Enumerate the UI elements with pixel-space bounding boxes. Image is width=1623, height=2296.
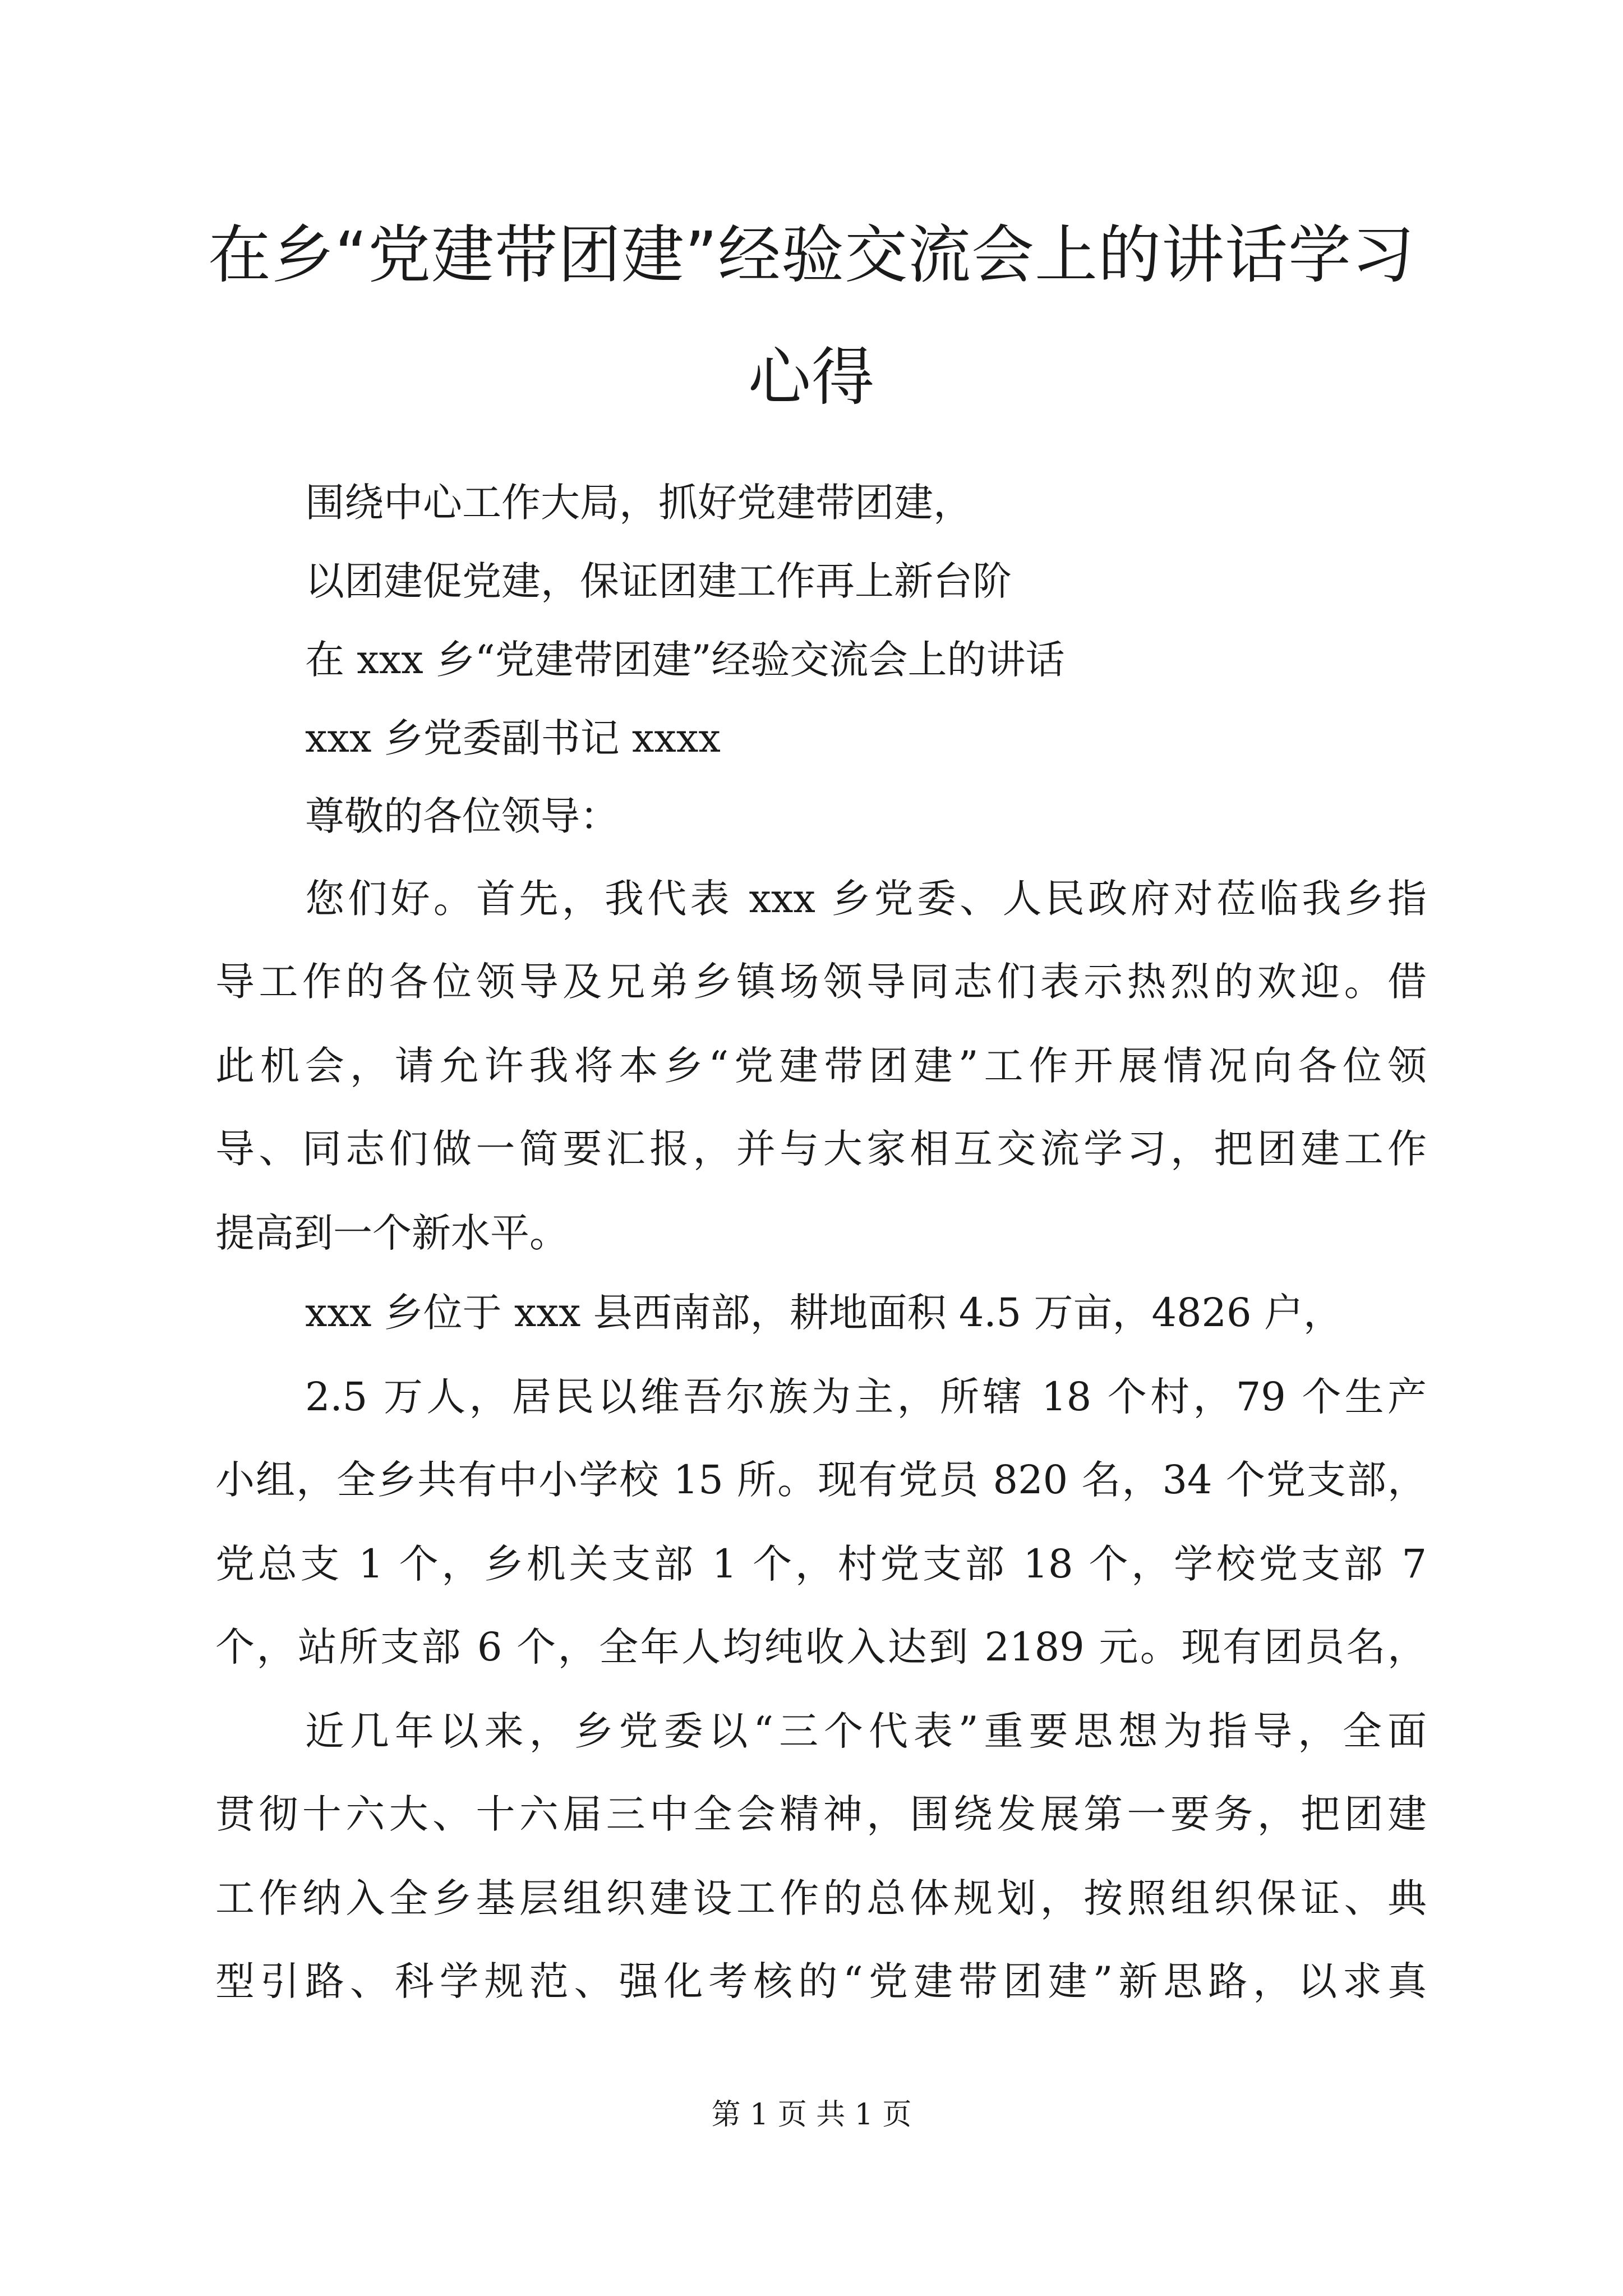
paragraph-line: xxx 乡位于 xxx 县西南部，耕地面积 4.5 万亩，4826 户，: [305, 1290, 1343, 1336]
salutation-line: 尊敬的各位领导：: [305, 793, 619, 839]
paragraph-line: 您们好。首先，我代表 xxx 乡党委、人民政府对莅临我乡指: [305, 876, 1427, 922]
paragraph-line: 近几年以来，乡党委以“三个代表”重要思想为指导，全面: [305, 1708, 1427, 1754]
speaker-line: xxx 乡党委副书记 xxxx: [305, 715, 721, 761]
subheading-line: 以团建促党建，保证团建工作再上新台阶: [305, 558, 1012, 604]
paragraph-line: 导工作的各位领导及兄弟乡镇场领导同志们表示热烈的欢迎。借: [215, 959, 1427, 1005]
paragraph-line: 此机会，请允许我将本乡“党建带团建”工作开展情况向各位领: [215, 1043, 1427, 1089]
paragraph-line: 工作纳入全乡基层组织建设工作的总体规划，按照组织保证、典: [215, 1875, 1427, 1921]
paragraph-line: 型引路、科学规范、强化考核的“党建带团建”新思路，以求真: [215, 1958, 1427, 2004]
paragraph-line: 导、同志们做一简要汇报，并与大家相互交流学习，把团建工作: [215, 1126, 1427, 1172]
paragraph-line: 2.5 万人，居民以维吾尔族为主，所辖 18 个村，79 个生产: [305, 1374, 1427, 1420]
paragraph-line: 党总支 1 个，乡机关支部 1 个，村党支部 18 个，学校党支部 7: [215, 1541, 1427, 1587]
page-number-footer: 第 1 页 共 1 页: [711, 2098, 912, 2132]
subheading-line: 围绕中心工作大局，抓好党建带团建，: [305, 480, 972, 526]
paragraph-line: 个，站所支部 6 个，全年人均纯收入达到 2189 元。现有团员名，: [215, 1624, 1427, 1670]
document-title-line-2: 心得: [748, 341, 875, 414]
paragraph-line: 贯彻十六大、十六届三中全会精神，围绕发展第一要务，把团建: [215, 1791, 1427, 1837]
document-title-line-1: 在乡“党建带团建”经验交流会上的讲话学习: [208, 219, 1415, 292]
paragraph-line: 小组，全乡共有中小学校 15 所。现有党员 820 名，34 个党支部，: [215, 1457, 1427, 1503]
paragraph-line: 提高到一个新水平。: [215, 1210, 569, 1256]
speech-title-line: 在 xxx 乡“党建带团建”经验交流会上的讲话: [305, 637, 1065, 683]
